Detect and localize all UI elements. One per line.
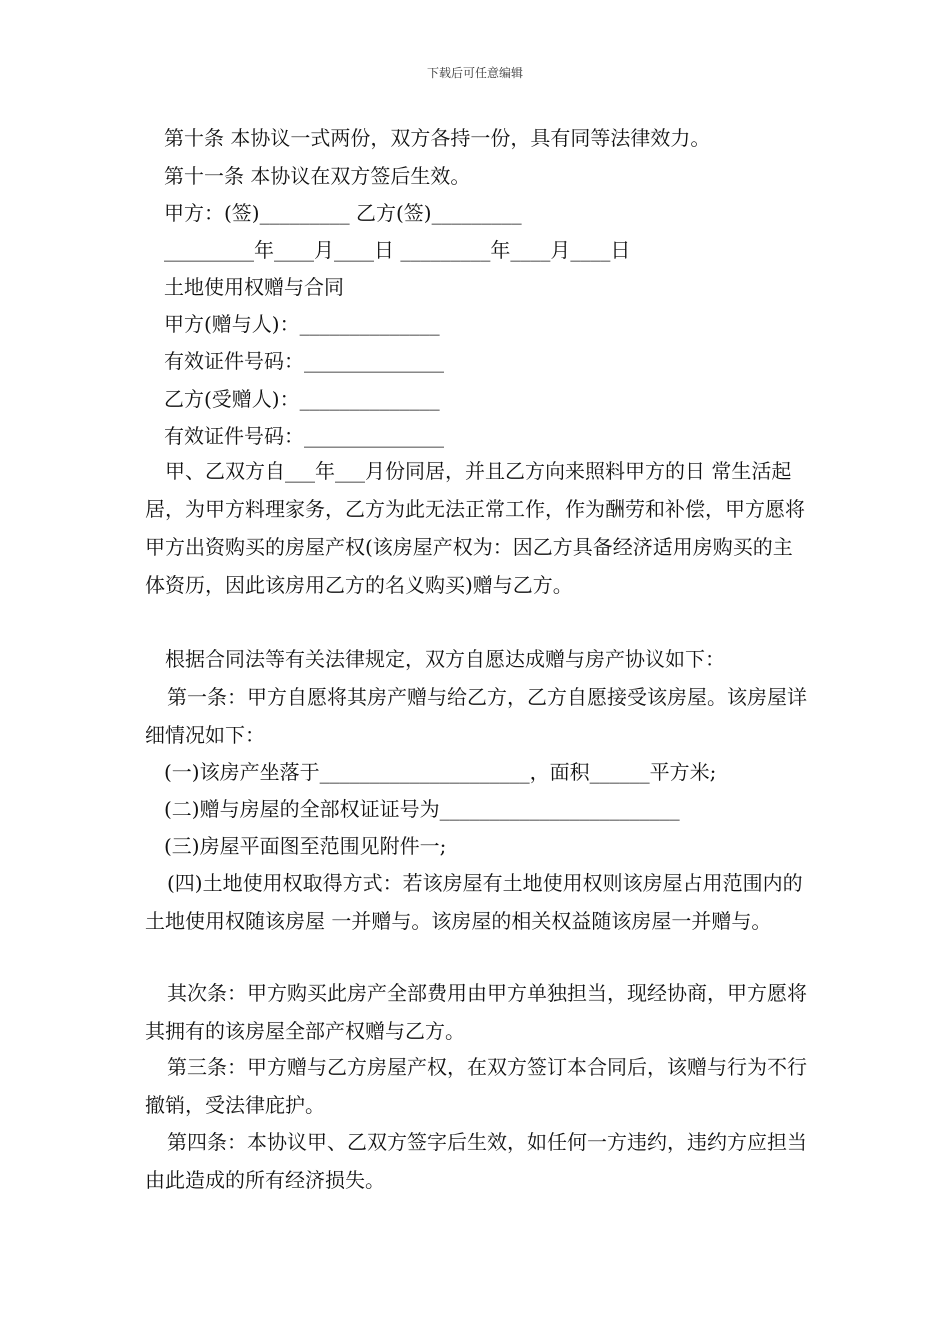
contract-title: 土地使用权赠与合同 — [164, 275, 344, 299]
party-b-id-field: 有效证件号码：______________ — [164, 424, 444, 448]
item-two-certificate: (二)赠与房屋的全部权证证号为________________________ — [164, 797, 680, 821]
article-two: 其次条：甲方购买此房产全部费用由甲方单独担当，现经协商，甲方愿将其拥有的该房屋全部产权赠与乙方。 — [145, 981, 807, 1043]
item-three-floorplan: (三)房屋平面图至范围见附件一; — [164, 834, 447, 858]
item-one-location: (一)该房产坐落于_____________________，面积______平方米; — [164, 760, 717, 784]
article-four: 第四条：本协议甲、乙双方签字后生效，如任何一方违约，违约方应担当由此造成的所有经济损失。 — [145, 1130, 807, 1192]
article-three: 第三条：甲方赠与乙方房屋产权，在双方签订本合同后，该赠与行为不行撤销，受法律庇护。 — [145, 1055, 807, 1117]
cohabitation-paragraph: 甲、乙双方自___年___月份同居，并且乙方向来照料甲方的日 常生活起居，为甲方料理家务，乙方为此无法正常工作，作为酬劳和补偿，甲方愿将甲方出资购买的房屋产权(该房屋产权为：因乙方具备经济适用房购买的主体资历，因此该房用乙方的名义购买)赠与乙方。 — [145, 459, 805, 597]
article-ten: 第十条 本协议一式两份，双方各持一份，具有同等法律效力。 — [164, 126, 711, 150]
party-a-field: 甲方(赠与人)：______________ — [164, 312, 440, 336]
signature-line: 甲方：(签)_________ 乙方(签)_________ — [164, 201, 522, 225]
party-a-id-field: 有效证件号码：______________ — [164, 349, 444, 373]
article-one: 第一条：甲方自愿将其房产赠与给乙方，乙方自愿接受该房屋。该房屋详细情况如下： — [145, 685, 807, 747]
article-eleven: 第十一条 本协议在双方签后生效。 — [164, 164, 471, 188]
item-four-land-use: (四)土地使用权取得方式：若该房屋有土地使用权则该房屋占用范围内的土地使用权随该房屋 一并赠与。该房屋的相关权益随该房屋一并赠与。 — [145, 871, 803, 933]
page-header: 下载后可任意编辑 — [426, 66, 523, 80]
legal-basis-paragraph: 根据合同法等有关法律规定，双方自愿达成赠与房产协议如下： — [165, 647, 725, 671]
party-b-field: 乙方(受赠人)：______________ — [164, 387, 440, 411]
date-line: _________年____月____日 _________年____月____日 — [164, 238, 631, 262]
